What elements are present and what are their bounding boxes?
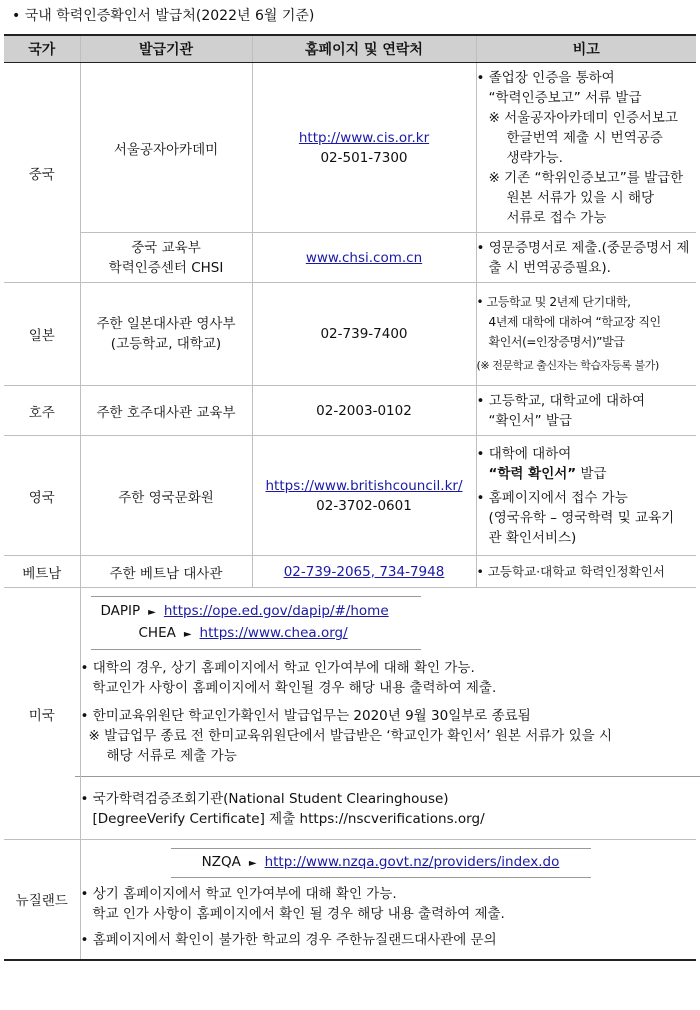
remark-line: • 졸업장 인증을 통하여: [476, 69, 615, 86]
remark-rest: 발급: [576, 465, 607, 482]
contact-uk: [252, 436, 476, 556]
nz-note-line: 학교 인가 사항이 홈페이지에서 확인 될 경우 해당 내용 출력하여 제출.: [92, 906, 505, 922]
contact-cis: [252, 63, 476, 233]
page-title: • 국내 학력인증확인서 발급처(2022년 6월 기준): [12, 8, 315, 24]
remark-line: • 대학에 대하여: [476, 445, 572, 462]
agency-line: 중국 교육부: [131, 239, 201, 256]
remarks-uk: [476, 436, 696, 556]
remark-line: 원본 서류가 있을 시 해당: [506, 189, 655, 206]
arrow-right-icon: ►: [148, 607, 156, 618]
url-uk-link[interactable]: https://www.britishcouncil.kr/: [265, 477, 463, 494]
usa-divider: [75, 776, 700, 777]
remark-line: 서류로 접수 가능: [506, 209, 607, 226]
table-row-usa: [4, 588, 696, 840]
remark-line: 생략가능.: [506, 149, 563, 166]
dapip-label: DAPIP: [100, 603, 141, 619]
usa-link-box: [91, 596, 421, 650]
header-contact: 홈페이지 및 연락처: [252, 35, 476, 63]
dapip-row: [91, 601, 421, 623]
usa-content: [80, 588, 696, 840]
remark-line: “학력인증보고” 서류 발급: [488, 89, 642, 106]
remark-line: (※ 전문학교 출신자는 학습자등록 불가): [476, 359, 659, 372]
chea-label: CHEA: [138, 625, 176, 641]
remarks-japan: [476, 283, 696, 386]
agency-line: 주한 일본대사관 영사부: [96, 316, 236, 332]
table-row-japan: [4, 283, 696, 386]
contact-vietnam: [252, 556, 476, 588]
agency-uk: 주한 영국문화원: [80, 436, 252, 556]
phone-uk: 02-3702-0601: [316, 497, 412, 514]
header-country: 국가: [4, 35, 80, 63]
usa-note-line: ※ 발급업무 종료 전 한미교육위원단에서 발급받은 ‘학교인가 확인서’ 원본 서류가 있을 시: [88, 728, 613, 744]
phone-vietnam[interactable]: 02-739-2065, 734-7948: [283, 563, 445, 580]
arrow-right-icon: ►: [248, 858, 257, 869]
remark-line: • 홈페이지에서 접수 가능: [476, 489, 628, 506]
remarks-chsi: [476, 233, 696, 283]
remarks-australia: [476, 386, 696, 436]
nz-note-line: • 상기 홈페이지에서 학교 인가여부에 대해 확인 가능.: [80, 886, 397, 902]
table-row-australia: [4, 386, 696, 436]
table-row-nz: [4, 840, 696, 960]
nzqa-link[interactable]: http://www.nzqa.govt.nz/providers/index.do: [264, 854, 560, 870]
arrow-right-icon: ►: [183, 629, 192, 640]
country-china: 중국: [4, 63, 80, 283]
country-nz: 뉴질랜드: [4, 840, 80, 960]
table-row-china-chsi: [4, 233, 696, 283]
usa-note-line: [DegreeVerify Certificate] 제출 https://nscverifications.org/: [92, 811, 485, 827]
dapip-link[interactable]: https://ope.ed.gov/dapip/#/home: [163, 603, 389, 619]
header-agency: 발급기관: [80, 35, 252, 63]
contact-chsi: [252, 233, 476, 283]
issuer-table: [4, 34, 696, 961]
url-chsi-link[interactable]: www.chsi.com.cn: [305, 249, 423, 266]
remark-bold: “학력 확인서”: [488, 465, 577, 482]
nz-link-box: [171, 848, 591, 878]
remark-line: 4년제 대학에 대하여 “학교장 직인: [488, 315, 661, 329]
country-australia: 호주: [4, 386, 80, 436]
usa-note-line: • 국가학력검증조회기관(National Student Clearinghouse): [80, 791, 449, 807]
country-japan: 일본: [4, 283, 80, 386]
nz-note-line: • 홈페이지에서 확인이 불가한 학교의 경우 주한뉴질랜드대사관에 문의: [80, 932, 497, 948]
country-usa: 미국: [4, 588, 80, 840]
country-uk: 영국: [4, 436, 80, 556]
remark-line: • 고등학교 및 2년제 단기대학,: [476, 295, 631, 309]
usa-note-line: • 한미교육위원단 학교인가확인서 발급업무는 2020년 9월 30일부로 종료됨: [80, 708, 531, 724]
agency-vietnam: 주한 베트남 대사관: [80, 556, 252, 588]
remarks-cis: [476, 63, 696, 233]
nz-content: [80, 840, 696, 960]
nzqa-label: NZQA: [201, 854, 241, 870]
remarks-vietnam: • 고등학교·대학교 학력인정확인서: [476, 556, 696, 588]
agency-line: (고등학교, 대학교): [110, 336, 222, 352]
header-remarks: 비고: [476, 35, 696, 63]
remark-line: 출 시 번역공증필요).: [488, 259, 611, 276]
chea-link[interactable]: https://www.chea.org/: [199, 625, 348, 641]
phone-australia: 02-2003-0102: [252, 386, 476, 436]
table-header-row: [4, 35, 696, 63]
agency-cis: 서울공자아카데미: [80, 63, 252, 233]
usa-note-line: 학교인가 사항이 홈페이지에서 확인될 경우 해당 내용 출력하여 제출.: [92, 680, 497, 696]
remark-line: 한글번역 제출 시 번역공증: [506, 129, 663, 146]
usa-note-line: • 대학의 경우, 상기 홈페이지에서 학교 인가여부에 대해 확인 가능.: [80, 660, 475, 676]
remark-line: “확인서” 발급: [488, 412, 572, 429]
agency-line: 학력인증센터 CHSI: [108, 259, 224, 276]
chea-row: [91, 623, 421, 645]
phone-japan: 02-739-7400: [252, 283, 476, 386]
table-row-china-cis: [4, 63, 696, 233]
usa-note-line: 해당 서류로 제출 가능: [106, 748, 237, 764]
phone-cis: 02-501-7300: [320, 149, 408, 166]
remark-line: 관 확인서비스): [488, 529, 577, 546]
table-row-vietnam: [4, 556, 696, 588]
remark-line: (영국유학 – 영국학력 및 교육기: [488, 509, 675, 526]
remark-line: • 고등학교, 대학교에 대하여: [476, 392, 646, 409]
country-vietnam: 베트남: [4, 556, 80, 588]
remark-line: [477, 464, 697, 484]
url-cis-link[interactable]: http://www.cis.or.kr: [298, 129, 430, 146]
table-row-uk: [4, 436, 696, 556]
agency-japan: [80, 283, 252, 386]
remark-line: ※ 서울공자아카데미 인증서보고: [488, 109, 678, 126]
remark-line: • 영문증명서로 제출.(중문증명서 제: [476, 239, 690, 256]
remark-line: ※ 기존 “학위인증보고”를 발급한: [488, 169, 684, 186]
agency-australia: 주한 호주대사관 교육부: [80, 386, 252, 436]
agency-chsi: [80, 233, 252, 283]
remark-line: 확인서(=인장증명서)”발급: [488, 335, 625, 349]
